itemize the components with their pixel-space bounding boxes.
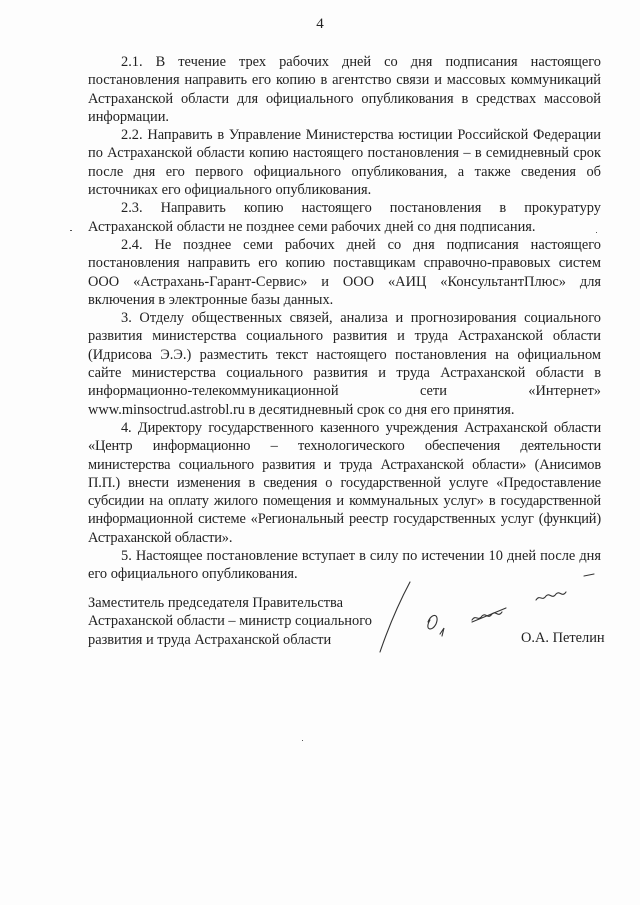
paragraph-5: 5. Настоящее постановление вступает в силу по истечении 10 дней после дня его официального опубликования.	[88, 548, 601, 583]
signatory-title-line: Заместитель председателя Правительства	[88, 595, 343, 611]
page-number: 4	[316, 16, 324, 32]
paragraph-2-1: 2.1. В течение трех рабочих дней со дня подписания настоящего постановления направить его копию в агентство связи и массовых коммуникаций Астраханской области для официального опубликования в средствах массовой информации.	[88, 54, 601, 125]
paragraph-3: 3. Отделу общественных связей, анализа и прогнозирования социального развития министерства социального развития и труда Астраханской области (Идрисова Э.Э.) разместить текст настоящего постановления на официальном сайте министерства социального развития и труда Астраханской области в информационно-телекоммуникационной сети «Интернет» www.minsoctrud.astrobl.ru в десятидневный срок со дня его принятия.	[88, 310, 601, 418]
scan-speck	[596, 232, 597, 233]
signatory-title-line: Астраханской области – министр социального	[88, 613, 372, 630]
paragraph-2-3: 2.3. Направить копию настоящего постановления в прокуратуру Астраханской области не позднее семи рабочих дней со дня подписания.	[88, 200, 601, 235]
scan-speck	[302, 740, 303, 741]
handwritten-signature	[372, 572, 612, 662]
paragraph-2-4: 2.4. Не позднее семи рабочих дней со дня подписания настоящего постановления направить его копию поставщикам справочно-правовых систем ООО «Астрахань-Гарант-Сервис» и ООО «АИЦ «КонсультантПлюс» для включения в электронные базы данных.	[88, 236, 601, 308]
signatory-title	[88, 594, 388, 649]
document-body	[88, 53, 601, 584]
paragraph-2-2: 2.2. Направить в Управление Министерства юстиции Российской Федерации по Астраханской области копию настоящего постановления – в семидневный срок после дня его первого официального опубликования, а также сведения об источниках его официального опубликования.	[88, 127, 601, 199]
signatory-title-line: развития и труда Астраханской области	[88, 631, 332, 648]
scan-speck	[70, 230, 72, 231]
signatory-name: О.А. Петелин	[521, 630, 605, 646]
paragraph-4: 4. Директору государственного казенного учреждения Астраханской области «Центр информационно – технологического обеспечения деятельности министерства социального развития и труда Астраханской области» (Анисимов П.П.) внести изменения в сведения о государственной услуге «Предоставление субсидии на оплату жилого помещения и коммунальных услуг» в государственной информационной системе «Региональный реестр государственных услуг (функций) Астраханской области».	[88, 419, 601, 546]
